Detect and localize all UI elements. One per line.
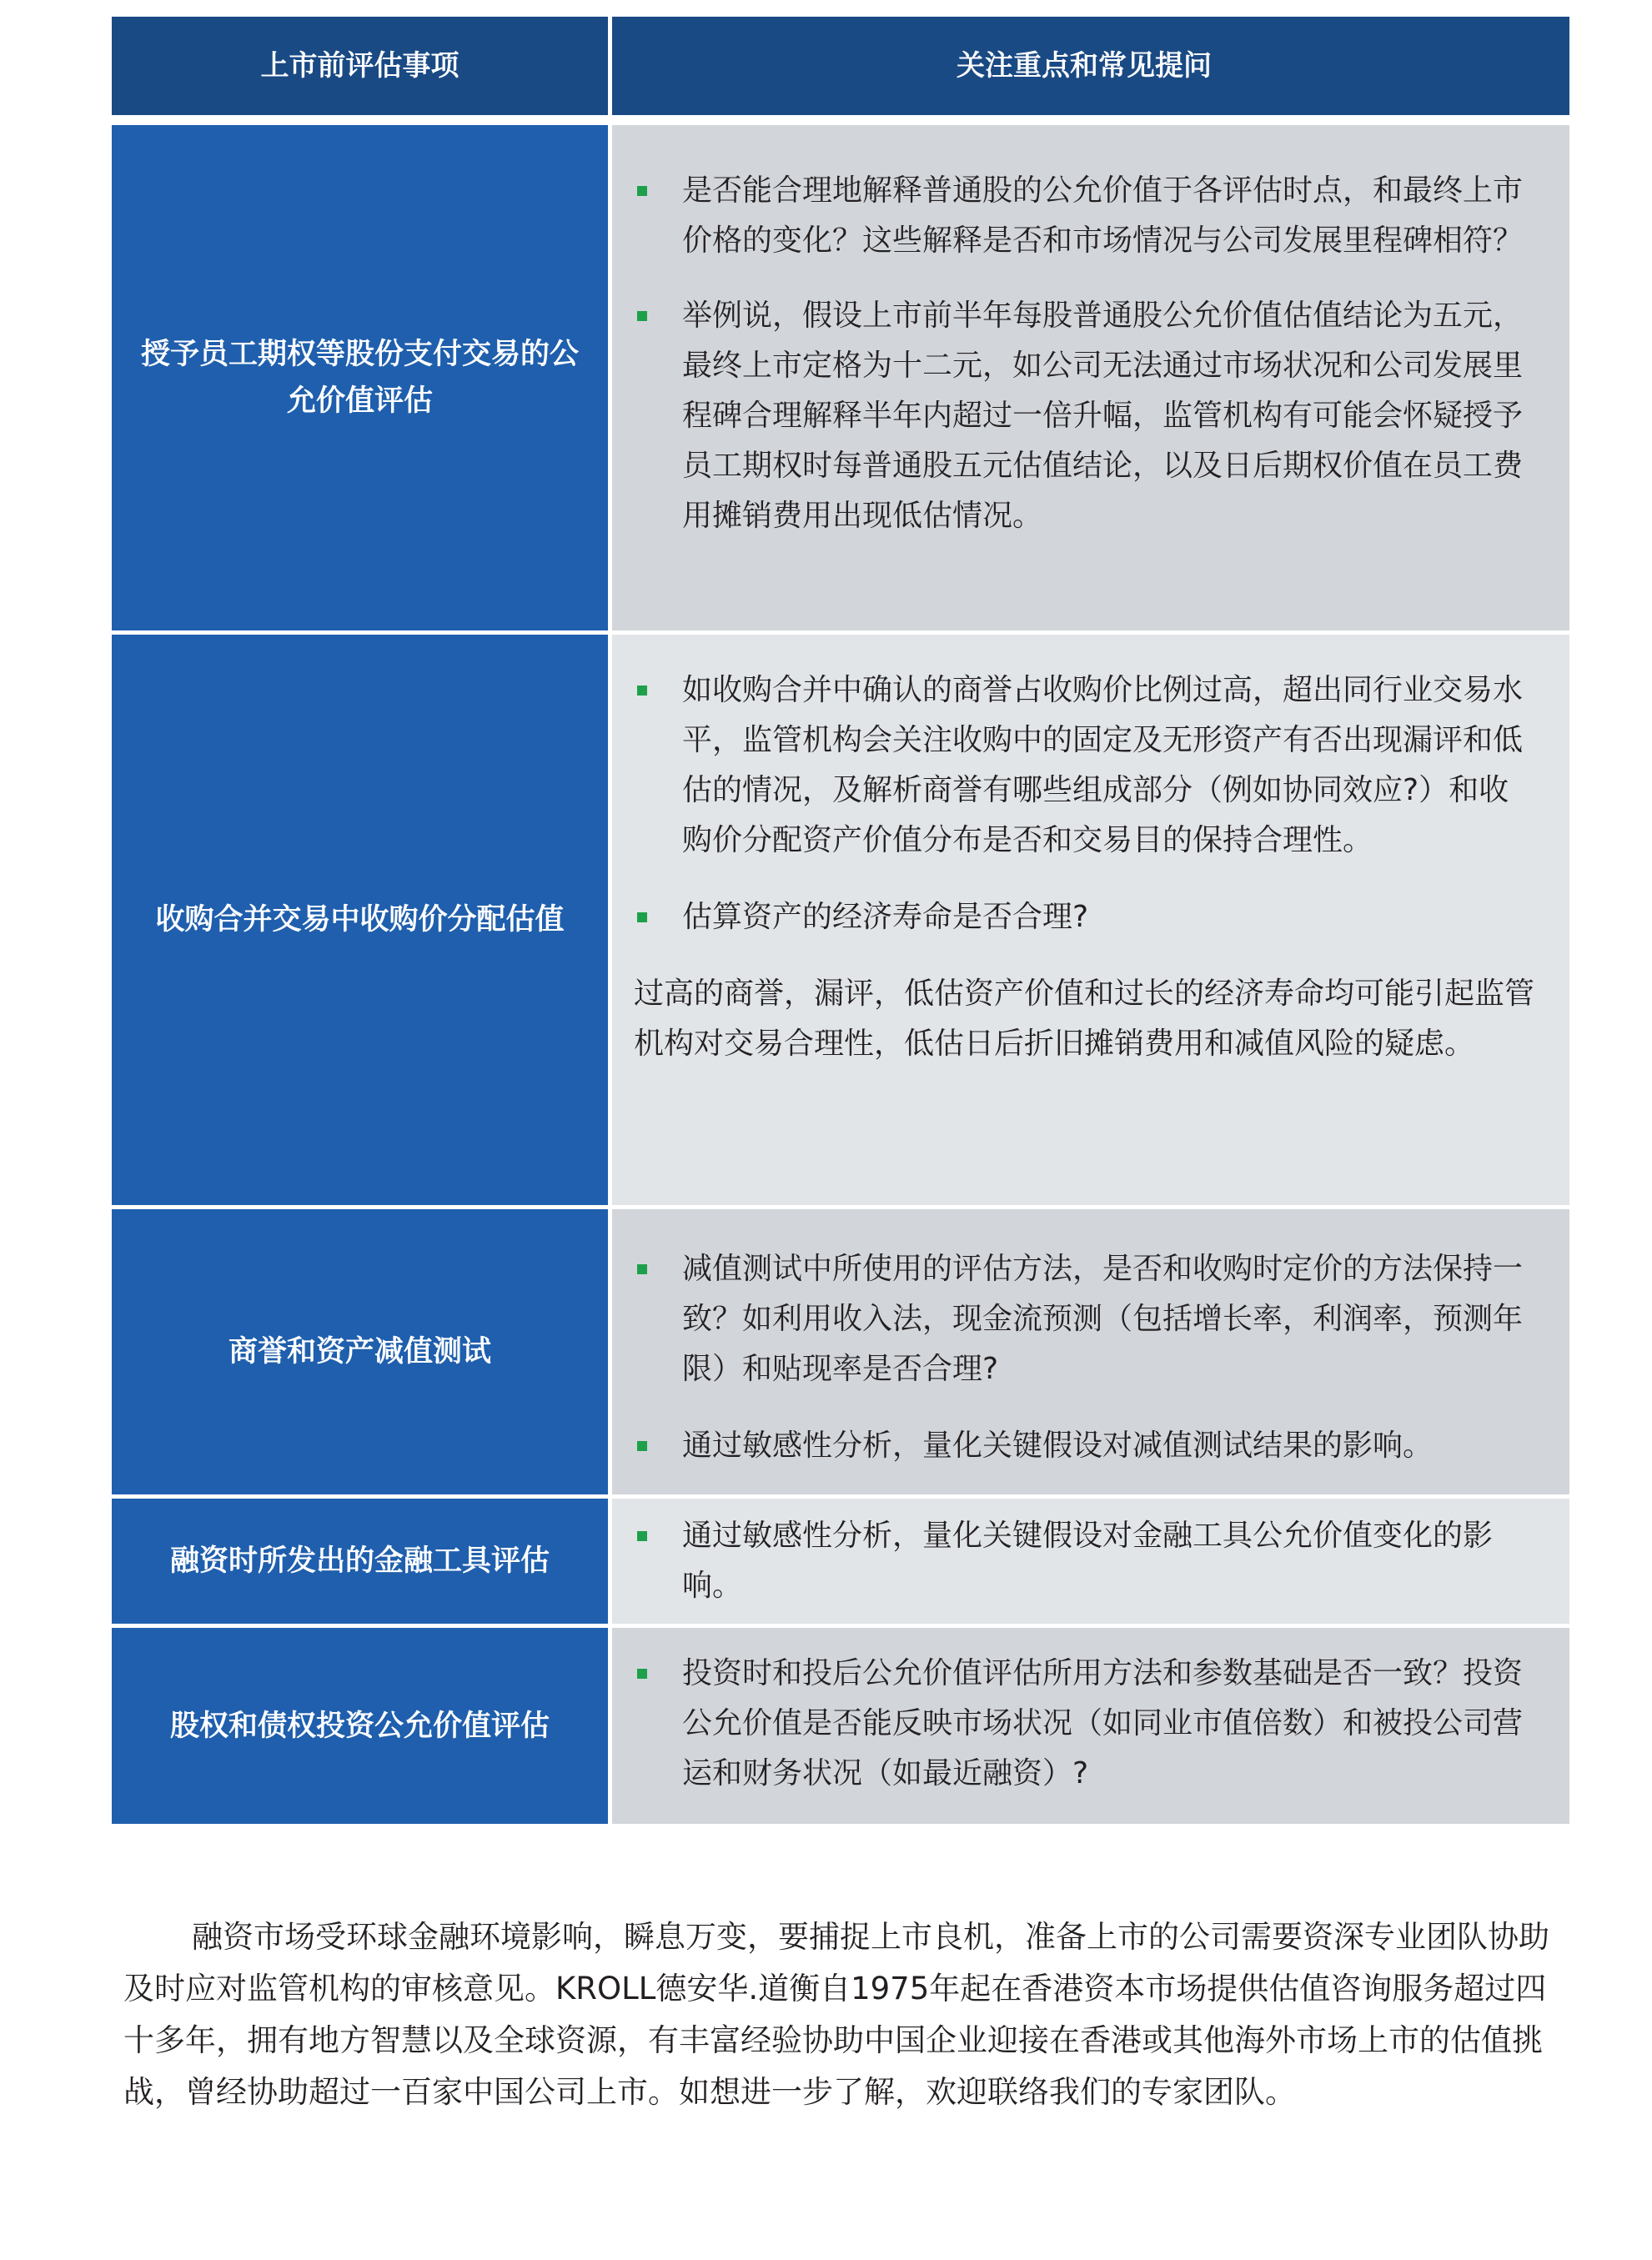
list-item	[634, 1649, 1534, 1799]
row-focus-cell	[612, 1628, 1569, 1824]
list-item	[634, 291, 1534, 541]
row-item-label: 股权和债权投资公允价值评估	[112, 1628, 608, 1824]
list-item-text: 通过敏感性分析，量化关键假设对金融工具公允价值变化的影响。	[682, 1519, 1494, 1603]
list-item	[634, 166, 1534, 266]
bullet-square-icon	[637, 1264, 647, 1274]
bullet-square-icon	[637, 1441, 647, 1451]
bullet-square-icon	[637, 311, 647, 321]
list-item-text: 是否能合理地解释普通股的公允价值于各评估时点，和最终上市价格的变化？这些解释是否和市场情况与公司发展里程碑相符？	[682, 173, 1524, 258]
bullet-square-icon	[637, 686, 647, 696]
list-item-text: 投资时和投后公允价值评估所用方法和参数基础是否一致？投资公允价值是否能反映市场状况（如同业市值倍数）和被投公司营运和财务状况（如最近融资）?	[682, 1656, 1524, 1790]
row-item-label: 商誉和资产减值测试	[112, 1209, 608, 1494]
row-focus-cell	[612, 635, 1569, 1205]
valuation-table	[112, 17, 1569, 1828]
row-focus-cell	[612, 125, 1569, 630]
bullet-square-icon	[637, 1669, 647, 1679]
row-focus-cell	[612, 1209, 1569, 1494]
table-row	[112, 1628, 1569, 1824]
list-item-text: 如收购合并中确认的商誉占收购价比例过高，超出同行业交易水平，监管机构会关注收购中的固定及无形资产有否出现漏评和低估的情况，及解析商誉有哪些组成部分（例如协同效应?）和收购价分配资产价值分布是否和交易目的保持合理性。	[682, 673, 1524, 857]
row-item-label: 融资时所发出的金融工具评估	[112, 1499, 608, 1624]
header-focus-column: 关注重点和常见提问	[612, 17, 1569, 115]
header-item-column: 上市前评估事项	[112, 17, 608, 115]
row-focus-cell	[612, 1499, 1569, 1624]
list-item	[634, 1421, 1534, 1471]
list-item	[634, 1511, 1534, 1611]
row-item-label: 授予员工期权等股份支付交易的公允价值评估	[112, 125, 608, 630]
row-note: 过高的商誉，漏评，低估资产价值和过长的经济寿命均可能引起监管机构对交易合理性，低估日后折旧摊销费用和减值风险的疑虑。	[634, 977, 1535, 1061]
list-item	[634, 892, 1534, 942]
closing-paragraph: 融资市场受环球金融环境影响，瞬息万变，要捕捉上市良机，准备上市的公司需要资深专业团队协助及时应对监管机构的审核意见。KROLL德安华.道衡自1975年起在香港资本市场提供估值咨询服务超过四十多年，拥有地方智慧以及全球资源，有丰富经验协助中国企业迎接在香港或其他海外市场上市的估值挑战，曾经协助超过一百家中国公司上市。如想进一步了解，欢迎联络我们的专家团队。	[123, 1919, 1549, 2110]
bullet-square-icon	[637, 186, 647, 196]
table-row	[112, 1499, 1569, 1624]
table-row	[112, 635, 1569, 1205]
list-item-text: 通过敏感性分析，量化关键假设对减值测试结果的影响。	[682, 1429, 1434, 1463]
list-item-text: 减值测试中所使用的评估方法，是否和收购时定价的方法保持一致？如利用收入法，现金流预测（包括增长率，利润率，预测年限）和贴现率是否合理?	[682, 1252, 1524, 1386]
list-item	[634, 1244, 1534, 1394]
row-item-label: 收购合并交易中收购价分配估值	[112, 635, 608, 1205]
bullet-square-icon	[637, 912, 647, 922]
table-header-row	[112, 17, 1569, 115]
table-row	[112, 125, 1569, 630]
bullet-square-icon	[637, 1531, 647, 1541]
list-item-text: 估算资产的经济寿命是否合理?	[682, 900, 1089, 934]
list-item	[634, 665, 1534, 866]
table-row	[112, 1209, 1569, 1494]
list-item-text: 举例说，假设上市前半年每股普通股公允价值估值结论为五元，最终上市定格为十二元，如公司无法通过市场状况和公司发展里程碑合理解释半年内超过一倍升幅，监管机构有可能会怀疑授予员工期权时每普通股五元估值结论，以及日后期权价值在员工费用摊销费用出现低估情况。	[682, 299, 1524, 533]
